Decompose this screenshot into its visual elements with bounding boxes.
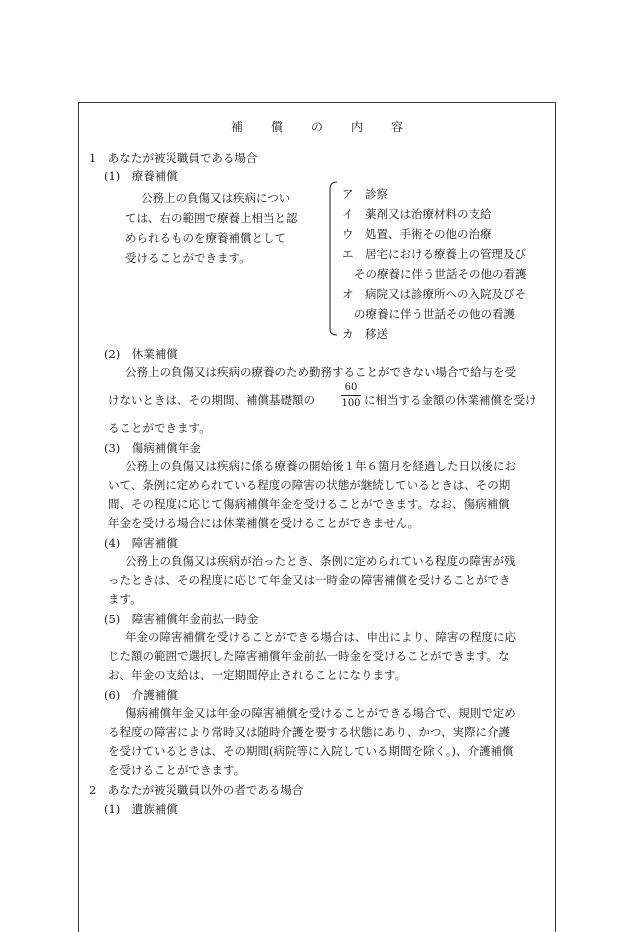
ryoyo-right-line: オ 病院又は診療所への入院及びそ	[342, 287, 526, 301]
maebarai-line: 年金の障害補償を受けることができる場合は、申出により、障害の程度に応	[125, 630, 516, 644]
ryoyo-right-line: その療養に伴う世話その他の看護	[354, 267, 527, 281]
kyugyo-line: に相当する金額の休業補償を受け	[364, 393, 537, 407]
shobyo-line: 間、その程度に応じて傷病補償年金を受けることができます。なお、傷病補償	[108, 497, 510, 511]
ryoyo-left-line: ては、右の範囲で療養上相当と認	[125, 211, 298, 225]
kaigo-line: 傷病補償年金又は年金の障害補償を受けることができる場合で、規則で定め	[125, 706, 516, 720]
shobyo-line: 年金を受ける場合には休業補償を受けることができません。	[108, 516, 420, 530]
title-char: 容	[391, 120, 404, 134]
kaigo-line: を受けることができます。	[108, 763, 246, 777]
shogai-line: 公務上の負傷又は疾病が治ったとき、条例に定められている程度の障害が残	[125, 554, 516, 568]
ryoyo-left-line: められるものを療養補償として	[125, 231, 286, 245]
ryoyo-right-line: カ 移送	[342, 327, 388, 341]
shogai-line: ったときは、その程度に応じて年金又は一時金の障害補償を受けることができ	[108, 573, 511, 587]
title-char: 補	[230, 120, 243, 134]
title-char: 内	[351, 120, 364, 134]
shobyo-heading: (3) 傷病補償年金	[104, 441, 201, 455]
izoku-heading: (1) 遺族補償	[104, 802, 178, 816]
fraction-bar	[341, 395, 361, 396]
ryoyo-right-line: ウ 処置、手術その他の治療	[342, 227, 492, 241]
kyugyo-line: けないときは、その期間、補償基礎額の	[108, 393, 315, 407]
maebarai-line: じた額の範囲で選択した障害補償年金前払一時金を受けることができます。な	[108, 649, 510, 663]
section-2-heading: 2 あなたが被災職員以外の者である場合	[89, 783, 304, 797]
kaigo-heading: (6) 介護補償	[104, 688, 178, 702]
fraction-denominator: 100	[341, 398, 361, 409]
kyugyo-line: ることができます。	[108, 421, 211, 435]
title-char: 償	[270, 120, 283, 134]
left-brace-icon	[325, 181, 339, 336]
maebarai-line: お、年金の支給は、一定期間停止されることになります。	[108, 668, 407, 682]
shogai-heading: (4) 障害補償	[104, 536, 178, 550]
shogai-line: ます。	[108, 592, 142, 606]
maebarai-heading: (5) 障害補償年金前払一時金	[104, 612, 259, 626]
kaigo-line: る程度の障害により常時又は随時介護を要する状態にあり、かつ、実際に介護	[108, 725, 511, 739]
page-title	[78, 118, 556, 135]
ryoyo-right-line: エ 居宅における療養上の管理及び	[342, 247, 526, 261]
ryoyo-right-line: イ 薬剤又は治療材料の支給	[342, 207, 492, 221]
section-1-heading: 1 あなたが被災職員である場合	[89, 151, 258, 165]
ryoyo-right-line: ア 診察	[342, 187, 388, 201]
ryoyo-left-line: 受けることができます。	[125, 251, 251, 265]
ryoyo-right-line: の療養に伴う世話その他の看護	[354, 307, 515, 321]
title-char: の	[310, 120, 323, 134]
ryoyo-left-line: 公務上の負傷又は疾病につい	[141, 191, 291, 205]
ryoyo-heading: (1) 療養補償	[104, 169, 178, 183]
kyugyo-line: 公務上の負傷又は疾病の療養のため勤務することができない場合で給与を受	[125, 365, 516, 379]
fraction-numerator: 60	[344, 382, 358, 393]
shobyo-line: いて、条例に定められている程度の障害の状態が継続しているときは、その期	[108, 478, 511, 492]
shobyo-line: 公務上の負傷又は疾病に係る療養の開始後１年６箇月を経過した日以後にお	[125, 459, 516, 473]
kaigo-line: を受けているときは、その期間(病院等に入院している期間を除く。)、介護補償	[108, 744, 514, 758]
kyugyo-heading: (2) 休業補償	[104, 347, 178, 361]
